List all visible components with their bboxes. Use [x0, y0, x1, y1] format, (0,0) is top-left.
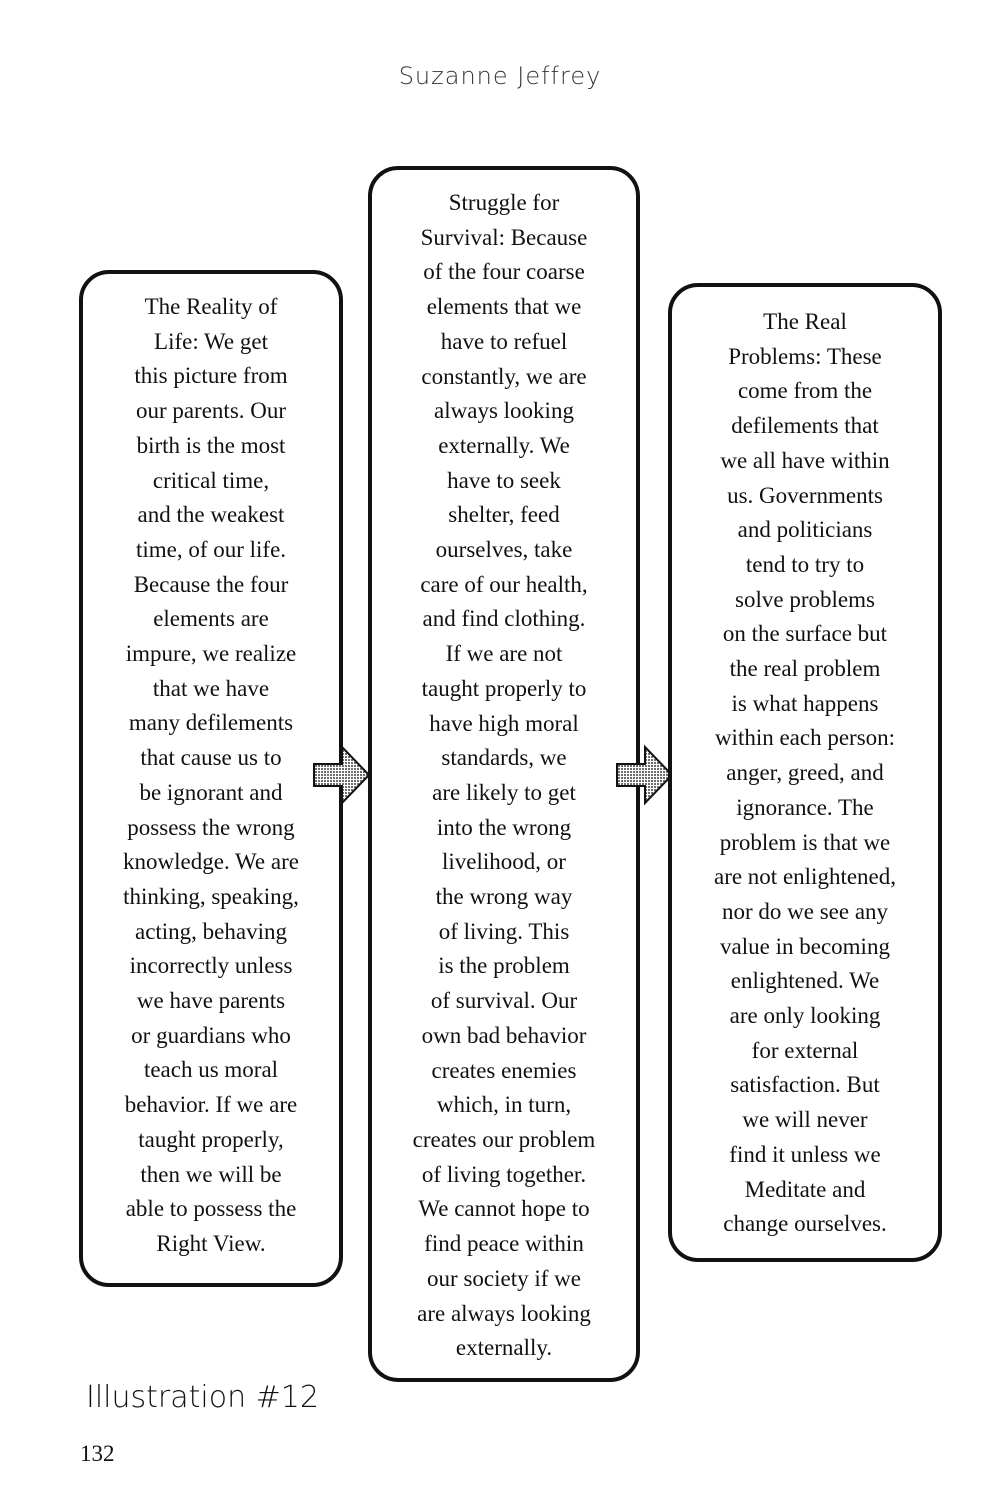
- text-line: is the problem: [438, 953, 570, 979]
- text-line: critical time,: [152, 467, 270, 493]
- text-line: externally.: [455, 1335, 553, 1361]
- text-line: of the four coarse: [423, 259, 585, 285]
- text-line: of living together.: [421, 1161, 587, 1187]
- text-line: the real problem: [729, 656, 881, 682]
- text-line: us. Governments: [727, 482, 883, 508]
- text-line: possess the wrong: [127, 814, 295, 840]
- text-line: is what happens: [731, 690, 879, 716]
- text-line: time, of our life.: [135, 536, 287, 562]
- text-line: creates our problem: [412, 1126, 596, 1152]
- text-line: enlightened. We: [730, 968, 880, 994]
- text-line: Meditate and: [744, 1176, 866, 1202]
- text-line: ignorance. The: [736, 794, 874, 820]
- text-line: birth is the most: [136, 432, 286, 458]
- text-line: able to possess the: [125, 1196, 297, 1222]
- text-line: change ourselves.: [723, 1211, 887, 1237]
- text-line: standards, we: [441, 745, 567, 771]
- text-line: have high moral: [429, 710, 579, 736]
- text-line: our society if we: [427, 1265, 581, 1291]
- text-line: behavior. If we are: [124, 1092, 298, 1118]
- text-line: are always looking: [417, 1300, 591, 1326]
- text-line: solve problems: [735, 586, 875, 612]
- reality-of-life-box: [79, 270, 343, 1287]
- text-line: elements are: [153, 606, 269, 632]
- text-line: this picture from: [134, 363, 288, 389]
- text-line: within each person:: [714, 725, 896, 751]
- struggle-for-survival-text: [372, 186, 636, 1366]
- text-line: and find clothing.: [422, 606, 586, 632]
- text-line: into the wrong: [436, 814, 572, 840]
- text-line: value in becoming: [720, 933, 890, 959]
- real-problems-text: [672, 305, 938, 1242]
- text-line: of survival. Our: [430, 988, 578, 1014]
- text-line: which, in turn,: [436, 1092, 572, 1118]
- text-line: anger, greed, and: [726, 760, 884, 786]
- text-line: We cannot hope to: [418, 1196, 590, 1222]
- right-arrow-icon: [312, 744, 372, 806]
- text-line: for external: [751, 1037, 859, 1063]
- struggle-for-survival-box: [368, 166, 640, 1382]
- text-line: our parents. Our: [135, 398, 287, 424]
- text-line: are likely to get: [432, 779, 576, 805]
- text-line: livelihood, or: [442, 849, 566, 875]
- text-line: thinking, speaking,: [123, 883, 299, 909]
- text-line: incorrectly unless: [129, 953, 293, 979]
- text-line: find it unless we: [729, 1141, 881, 1167]
- text-line: we will never: [742, 1107, 868, 1133]
- text-line: Struggle for: [448, 190, 560, 215]
- illustration-caption: Illustration #12: [86, 1380, 319, 1415]
- text-line: Problems: These: [728, 343, 882, 369]
- text-line: have to seek: [447, 467, 561, 493]
- text-line: care of our health,: [420, 571, 588, 597]
- text-line: on the surface but: [722, 621, 888, 647]
- text-line: that cause us to: [140, 745, 282, 771]
- reality-of-life-text: [83, 290, 339, 1262]
- text-line: acting, behaving: [134, 918, 287, 944]
- text-line: find peace within: [424, 1231, 584, 1257]
- text-line: ourselves, take: [435, 537, 573, 563]
- text-line: many defilements: [128, 710, 294, 736]
- text-line: then we will be: [140, 1161, 282, 1187]
- text-line: creates enemies: [431, 1057, 577, 1083]
- text-line: Survival: Because: [420, 224, 588, 250]
- page-number: 132: [80, 1441, 115, 1466]
- text-line: externally. We: [438, 432, 570, 458]
- real-problems-box: [668, 283, 942, 1262]
- text-line: are only looking: [729, 1003, 881, 1029]
- text-line: Life: We get: [154, 328, 268, 354]
- text-line: defilements that: [731, 413, 879, 439]
- text-line: the wrong way: [435, 884, 573, 910]
- text-line: If we are not: [445, 641, 563, 667]
- text-line: we have parents: [136, 988, 286, 1014]
- text-line: shelter, feed: [448, 502, 560, 528]
- text-line: of living. This: [438, 918, 570, 944]
- text-line: that we have: [152, 675, 270, 701]
- text-line: knowledge. We are: [123, 849, 299, 875]
- text-line: nor do we see any: [721, 898, 889, 924]
- text-line: and the weakest: [137, 502, 285, 528]
- text-line: own bad behavior: [421, 1022, 587, 1048]
- text-line: The Reality of: [144, 294, 278, 319]
- text-line: taught properly,: [138, 1126, 284, 1152]
- text-line: come from the: [737, 378, 873, 404]
- text-line: constantly, we are: [421, 363, 587, 389]
- text-line: always looking: [434, 398, 574, 424]
- text-line: be ignorant and: [139, 779, 283, 805]
- text-line: taught properly to: [421, 675, 587, 701]
- text-line: tend to try to: [745, 551, 865, 577]
- text-line: problem is that we: [719, 829, 891, 855]
- text-line: satisfaction. But: [730, 1072, 880, 1098]
- text-line: are not enlightened,: [713, 864, 896, 890]
- page-header-author: Suzanne Jeffrey: [398, 62, 602, 90]
- text-line: Because the four: [133, 571, 289, 597]
- text-line: elements that we: [426, 294, 582, 320]
- text-line: teach us moral: [143, 1057, 279, 1083]
- text-line: impure, we realize: [125, 641, 297, 667]
- text-line: and politicians: [737, 517, 873, 543]
- text-line: or guardians who: [131, 1022, 291, 1048]
- text-line: we all have within: [720, 447, 890, 473]
- text-line: Right View.: [156, 1230, 266, 1256]
- text-line: The Real: [763, 309, 847, 334]
- text-line: have to refuel: [440, 328, 568, 354]
- right-arrow-icon: [615, 744, 675, 806]
